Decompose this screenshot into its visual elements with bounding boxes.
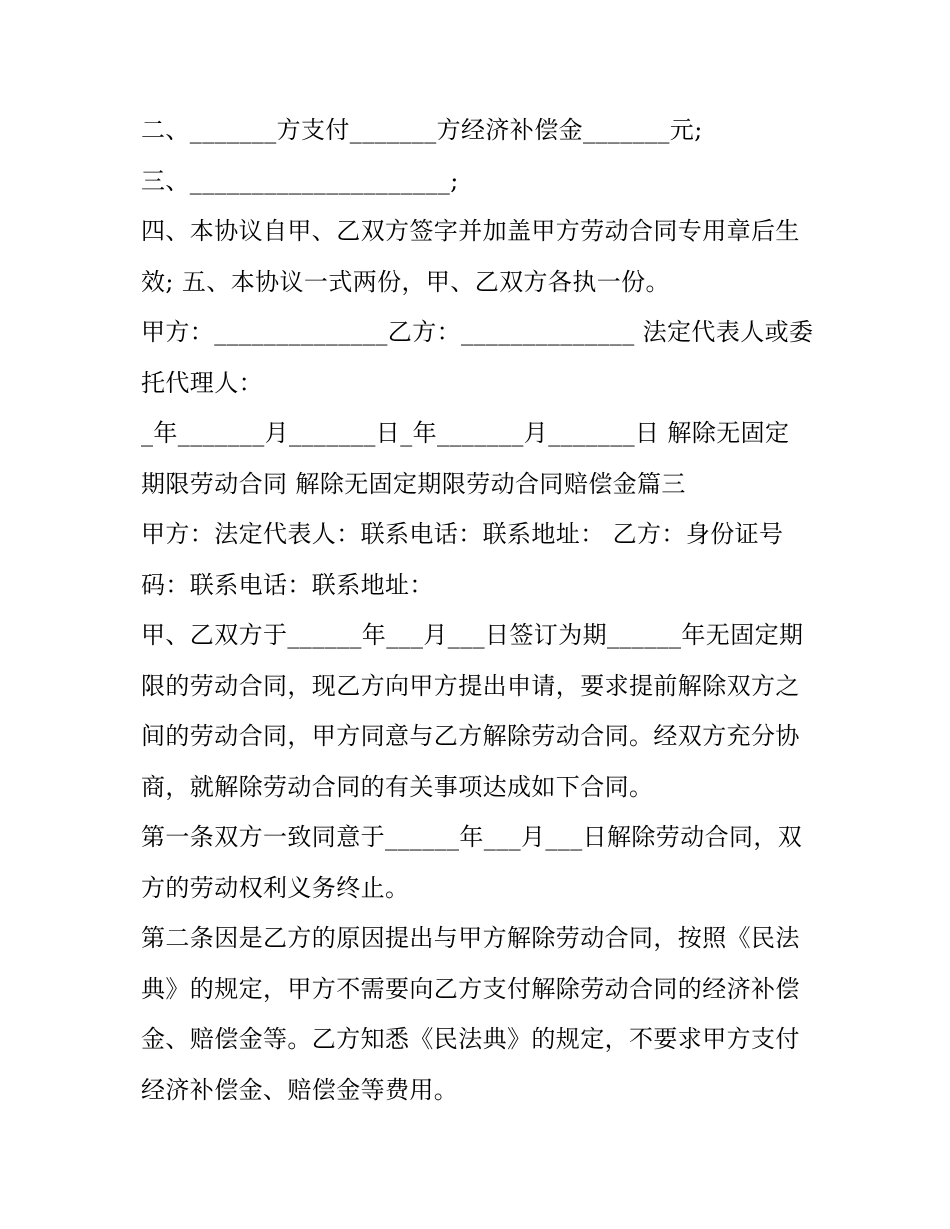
text-line: 商，就解除劳动合同的有关事项达成如下合同。 — [141, 772, 654, 801]
text-line: 期限劳动合同 解除无固定期限劳动合同赔偿金篇三 — [141, 469, 686, 498]
text-line: 间的劳动合同，甲方同意与乙方解除劳动合同。经双方充分协 — [141, 722, 800, 750]
text-line: 甲方：______________乙方：______________ 法定代表人或委 — [141, 318, 814, 346]
text-line: 方的劳动权利义务终止。 — [141, 873, 410, 902]
text-line: 经济补偿金、赔偿金等费用。 — [141, 1075, 459, 1104]
text-line: 三、_____________________; — [141, 166, 459, 195]
text-line: 托代理人： — [141, 368, 263, 397]
text-line: 第二条因是乙方的原因提出与甲方解除劳动合同，按照《民法 — [141, 924, 800, 952]
text-line: 典》的规定，甲方不需要向乙方支付解除劳动合同的经济补偿 — [141, 974, 800, 1003]
text-line: 甲方：法定代表人：联系电话：联系地址： 乙方：身份证号 — [141, 520, 784, 548]
text-line: 码：联系电话：联系地址： — [141, 570, 434, 599]
text-line: 第一条双方一致同意于______年___月___日解除劳动合同，双 — [141, 823, 803, 851]
text-line: 金、赔偿金等。乙方知悉《民法典》的规定，不要求甲方支付 — [141, 1025, 800, 1053]
text-line: 限的劳动合同，现乙方向甲方提出申请，要求提前解除双方之 — [141, 671, 800, 700]
text-line: 二、_______方支付_______方经济补偿金_______元; — [141, 116, 703, 144]
document-body — [141, 105, 813, 1115]
text-line: 甲、乙双方于______年___月___日签订为期______年无固定期 — [141, 621, 804, 649]
text-line: 效; 五、本协议一式两份，甲、乙双方各执一份。 — [141, 267, 670, 296]
text-line: 四、本协议自甲、乙双方签字并加盖甲方劳动合同专用章后生 — [141, 217, 800, 245]
text-line: _年_______月_______日_年_______月_______日 解除无固定 — [141, 419, 790, 447]
